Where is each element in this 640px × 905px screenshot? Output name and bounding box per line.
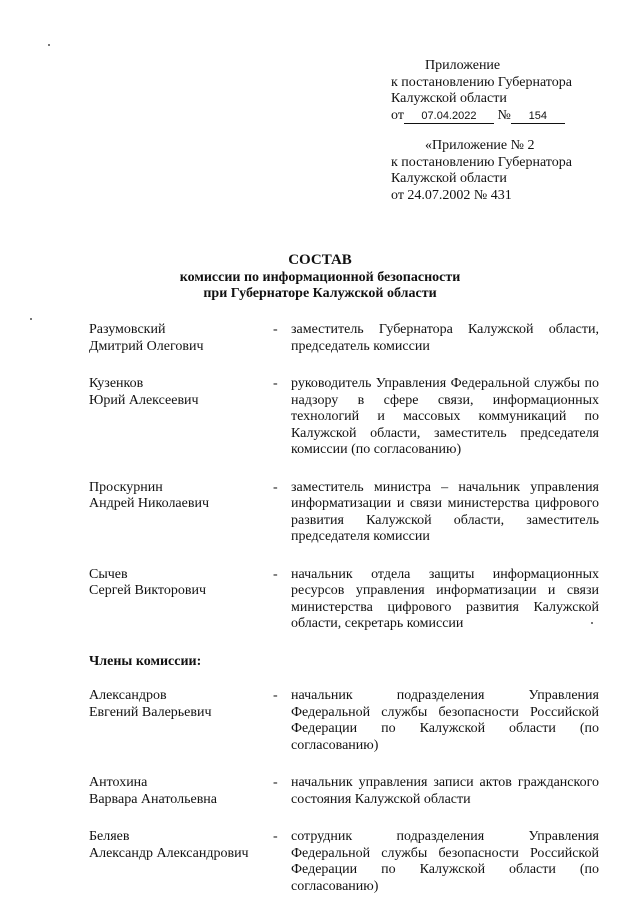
member-role: начальник управления записи актов гражданского состояния Калужской области: [291, 775, 599, 807]
member-surname: Проскурнин: [89, 479, 163, 495]
member-name: [89, 829, 273, 895]
scan-speck: [48, 44, 50, 46]
number-sign: №: [497, 107, 511, 123]
member-role: заместитель министра – начальник управления информатизации и связи министерства цифрового развития Калужской области, заместитель председателя комиссии: [291, 479, 599, 544]
date-value: 07.04.2022: [404, 109, 494, 124]
member-row: [89, 567, 599, 633]
appendix-line: к постановлению Губернатора: [391, 74, 572, 90]
members-section-header: Члены комиссии:: [89, 653, 202, 669]
dash: -: [273, 322, 278, 337]
title-main: СОСТАВ: [288, 252, 352, 268]
appendix-line: Приложение: [425, 58, 501, 73]
member-given-name: Сергей Викторович: [89, 583, 207, 598]
member-surname: Сычев: [89, 566, 128, 582]
member-name: [89, 322, 273, 355]
member-role: начальник отдела защиты информационных ресурсов управления информатизации и связи министерства цифрового развития Калужской области, секретарь комиссии: [291, 566, 599, 631]
scan-speck: [591, 622, 593, 624]
member-given-name: Евгений Валерьевич: [89, 704, 212, 720]
appendix-line: Калужской области: [391, 171, 507, 186]
appendix-line: к постановлению Губернатора: [391, 154, 572, 170]
commission-list: [89, 322, 599, 905]
member-role: начальник подразделения Управления Федеральной службы безопасности Российской Федерации по Калужской области (по согласованию): [291, 688, 599, 753]
number-value: 154: [511, 109, 565, 124]
member-name: [89, 376, 273, 459]
appendix-line: Калужской области: [391, 91, 507, 106]
title-line: при Губернаторе Калужской области: [203, 286, 437, 301]
member-row: [89, 480, 599, 546]
member-row: [89, 322, 599, 355]
appendix-line: от 24.07.2002 № 431: [391, 187, 512, 203]
dash: -: [273, 566, 278, 582]
member-name: [89, 775, 273, 808]
dash: -: [273, 479, 278, 495]
member-surname: Антохина: [89, 775, 148, 790]
member-row: [89, 775, 599, 808]
date-prefix: от: [391, 107, 404, 123]
member-name: [89, 480, 273, 546]
member-name: [89, 567, 273, 633]
member-surname: Александров: [89, 688, 167, 703]
member-row: [89, 376, 599, 459]
member-row: [89, 688, 599, 754]
member-surname: Кузенков: [89, 376, 144, 391]
member-given-name: Юрий Алексеевич: [89, 392, 199, 408]
member-given-name: Дмитрий Олегович: [89, 338, 204, 354]
dash: -: [273, 688, 278, 703]
scan-speck: [30, 318, 32, 320]
dash: -: [273, 376, 278, 391]
dash: -: [273, 775, 278, 790]
member-role: заместитель Губернатора Калужской области, председатель комиссии: [291, 322, 599, 354]
member-surname: Разумовский: [89, 322, 166, 337]
original-appendix-header: [391, 138, 611, 204]
appendix-header: [391, 58, 611, 124]
member-given-name: Варвара Анатольевна: [89, 791, 218, 807]
member-name: [89, 688, 273, 754]
member-row: [89, 829, 599, 895]
appendix-date-line: [391, 108, 611, 125]
member-given-name: Андрей Николаевич: [89, 496, 209, 511]
dash: -: [273, 829, 278, 844]
member-role: руководитель Управления Федеральной службы по надзору в сфере связи, информационных технологий и массовых коммуникаций по Калужской области, заместитель председателя комиссии (по согласованию): [291, 376, 599, 457]
member-surname: Беляев: [89, 829, 130, 844]
document-title: [0, 252, 640, 303]
title-line: комиссии по информационной безопасности: [179, 269, 461, 285]
member-given-name: Александр Александрович: [89, 845, 249, 861]
member-role: сотрудник подразделения Управления Федеральной службы безопасности Российской Федерации по Калужской области (по согласованию): [291, 829, 599, 894]
appendix-line: «Приложение № 2: [425, 138, 535, 153]
